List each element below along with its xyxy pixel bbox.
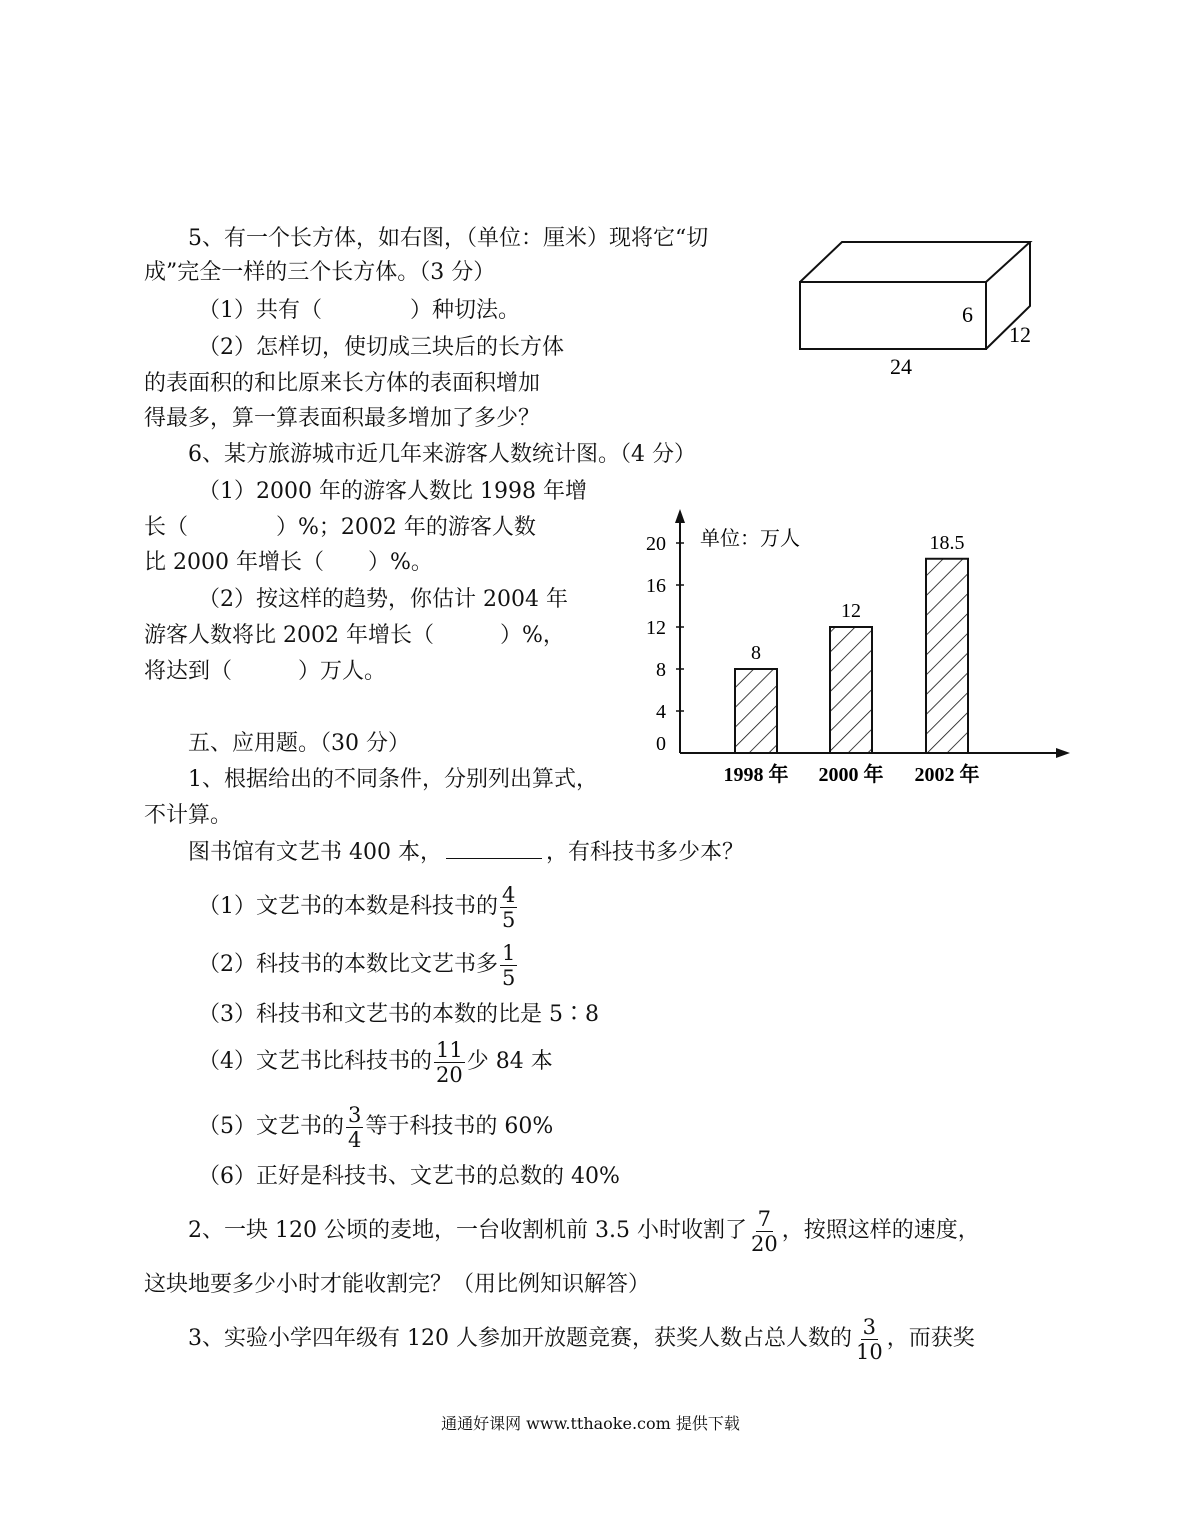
cuboid-top-face <box>800 242 1030 282</box>
s5-condition-4 <box>198 1035 553 1089</box>
s5-q1-stem <box>188 838 744 868</box>
s5-q3-line-1 <box>188 1312 975 1366</box>
q5-subq-1: （1）共有（ ）种切法。 <box>198 298 520 323</box>
q5-line-1: 5、有一个长方体，如右图，（单位：厘米）现将它“切 <box>188 226 709 251</box>
s5-condition-1 <box>198 880 519 934</box>
bar-value-label: 12 <box>841 600 861 622</box>
x-category-label: 1998 年 <box>723 764 789 786</box>
fraction-4-5: $\frac{4}{5}$ <box>502 882 516 932</box>
bar-value-label: 18.5 <box>929 531 965 554</box>
condition-4-text-a: （4）文艺书比科技书的 <box>198 1049 432 1074</box>
cuboid-front-face <box>800 282 986 349</box>
x-category-label: 2002 年 <box>914 764 980 786</box>
q5-line-5: 的表面积的和比原来长方体的表面积增加 <box>144 371 541 396</box>
s5-condition-6: （6）正好是科技书、文艺书的总数的 40% <box>198 1164 620 1189</box>
y-tick-label: 8 <box>656 659 666 681</box>
bar-value-label: 8 <box>751 642 761 664</box>
q2-text-a: 2、一块 120 公顷的麦地，一台收割机前 3.5 小时收割了 <box>188 1218 747 1243</box>
q2-text-b: ，按照这样的速度， <box>781 1218 980 1243</box>
bar-1998年 <box>735 669 777 753</box>
visitor-bar-chart <box>640 505 1080 795</box>
fraction-7-20: $\frac{7}{20}$ <box>750 1206 778 1256</box>
section5-title: 五、应用题。（30 分） <box>188 731 410 756</box>
cuboid-figure <box>790 232 1080 392</box>
y-axis-arrow <box>675 509 685 523</box>
y-tick-label: 4 <box>656 701 666 723</box>
q5-subq-2: （2）怎样切，使切成三块后的长方体 <box>198 335 564 360</box>
x-axis-arrow <box>1056 748 1070 758</box>
q6-line-6: 游客人数将比 2002 年增长（ ）%， <box>144 623 565 648</box>
page-footer: 通通好课网 www.tthaoke.com 提供下载 <box>441 1414 740 1433</box>
q6-line-1: 6、某方旅游城市近几年来游客人数统计图。（4 分） <box>188 442 696 467</box>
x-category-label: 2000 年 <box>818 764 884 786</box>
cuboid-height-label: 6 <box>962 302 973 327</box>
bar-2000年 <box>830 627 872 753</box>
q6-line-3: 长（ ）%；2002 年的游客人数 <box>144 515 536 540</box>
s5-condition-5 <box>198 1100 553 1154</box>
condition-4-text-b: 少 84 本 <box>466 1049 553 1074</box>
condition-2-text: （2）科技书的本数比文艺书多 <box>198 952 498 977</box>
cuboid-length-label: 24 <box>890 354 912 379</box>
q6-subq-2: （2）按这样的趋势，你估计 2004 年 <box>198 587 568 612</box>
fraction-1-5: $\frac{1}{5}$ <box>502 940 516 990</box>
fraction-11-20: $\frac{11}{20}$ <box>436 1037 463 1087</box>
q3-text-b: ，而获奖 <box>886 1326 975 1351</box>
bar-2002年 <box>926 559 968 753</box>
fraction-3-4: $\frac{3}{4}$ <box>348 1102 362 1152</box>
q5-line-6: 得最多，算一算表面积最多增加了多少？ <box>144 406 541 431</box>
q6-subq-1: （1）2000 年的游客人数比 1998 年增 <box>198 479 587 504</box>
chart-unit-label: 单位：万人 <box>700 528 800 550</box>
s5-q1-line-1: 1、根据给出的不同条件，分别列出算式， <box>188 767 598 792</box>
s5-condition-3: （3）科技书和文艺书的本数的比是 5∶8 <box>198 1002 599 1027</box>
s5-condition-2 <box>198 938 519 992</box>
s5-q1-stem-b: ，有科技书多少本？ <box>545 840 744 865</box>
q6-line-4: 比 2000 年增长（ ）%。 <box>144 550 433 575</box>
s5-q2-line-1 <box>188 1204 980 1258</box>
s5-q1-stem-a: 图书馆有文艺书 400 本， <box>188 840 442 865</box>
y-tick-label: 12 <box>646 617 666 639</box>
y-tick-label: 0 <box>656 733 666 755</box>
q6-line-7: 将达到（ ）万人。 <box>144 659 387 684</box>
fraction-3-10: $\frac{3}{10}$ <box>855 1314 883 1364</box>
y-tick-label: 20 <box>646 533 666 555</box>
cuboid-depth-label: 12 <box>1009 322 1031 347</box>
q3-text-a: 3、实验小学四年级有 120 人参加开放题竞赛，获奖人数占总人数的 <box>188 1326 852 1351</box>
s5-q1-line-2: 不计算。 <box>144 803 233 828</box>
s5-q2-line-2: 这块地要多少小时才能收割完？（用比例知识解答） <box>144 1272 651 1297</box>
answer-blank[interactable] <box>446 838 542 859</box>
q5-line-2: 成”完全一样的三个长方体。（3 分） <box>144 260 496 285</box>
condition-1-text: （1）文艺书的本数是科技书的 <box>198 894 498 919</box>
condition-5-text-b: 等于科技书的 60% <box>365 1114 554 1139</box>
y-tick-label: 16 <box>646 575 666 597</box>
condition-5-text-a: （5）文艺书的 <box>198 1114 344 1139</box>
